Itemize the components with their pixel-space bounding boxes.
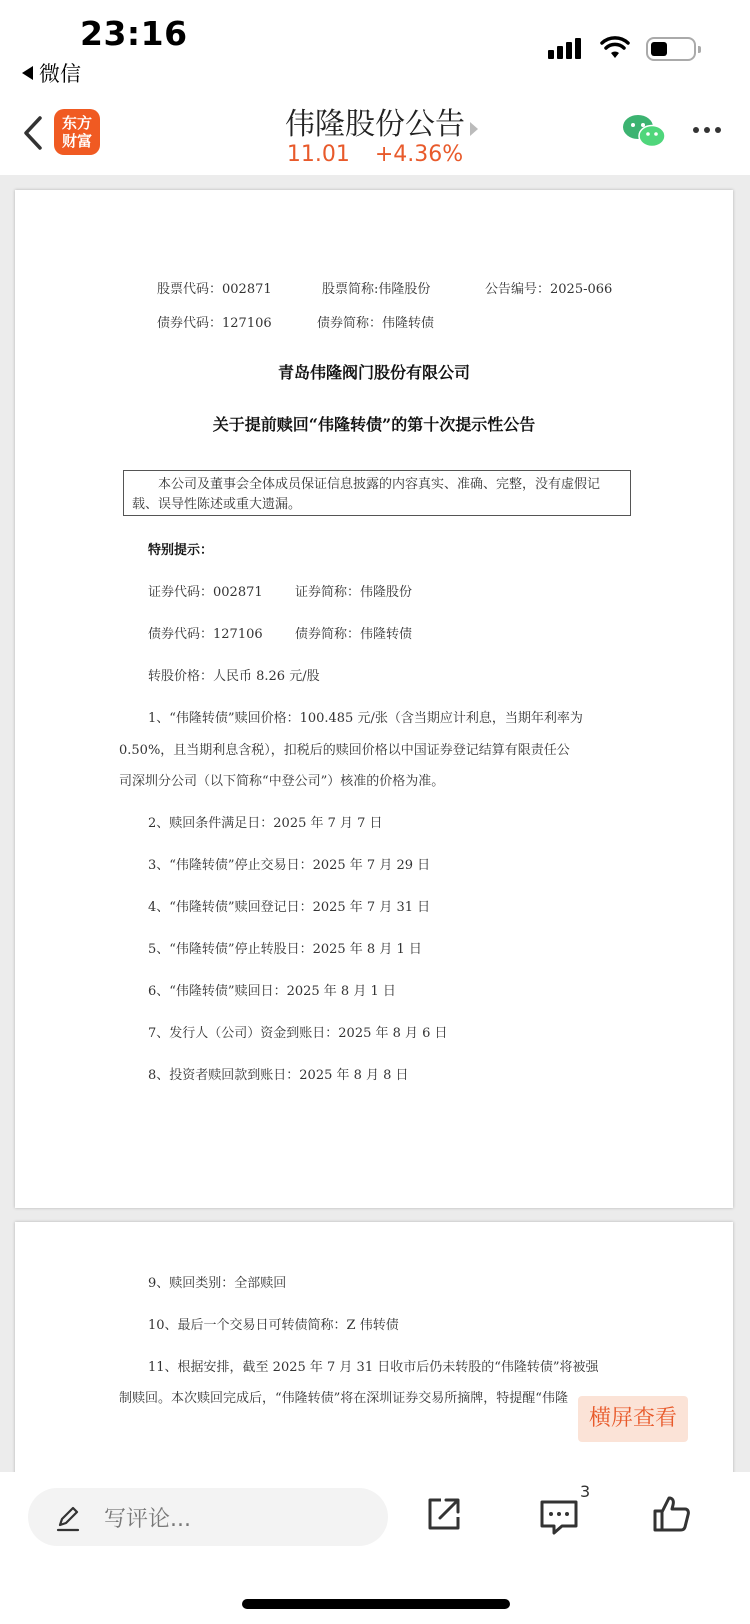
doc-sec-code: 证券代码：002871 (148, 585, 263, 600)
doc-conversion-price: 转股价格：人民币 8.26 元/股 (148, 669, 320, 684)
comment-input[interactable] (28, 1488, 388, 1546)
page-title: 伟隆股份公告 (285, 107, 465, 142)
wechat-share-icon[interactable] (622, 113, 666, 149)
back-app-label: 微信 (39, 62, 81, 86)
doc-bond-code-2: 债券代码：127106 (148, 627, 263, 642)
comment-placeholder: 写评论... (104, 1507, 191, 1532)
doc-item-5: 5、“伟隆转债”停止转股日：2025 年 8 月 1 日 (148, 942, 422, 957)
logo-text-1: 东方 (61, 114, 92, 132)
doc-item-3: 3、“伟隆转债”停止交易日：2025 年 7 月 29 日 (148, 858, 431, 873)
doc-stock-name: 股票简称:伟隆股份 (322, 282, 431, 297)
doc-item-1-line-2: 0.50%，且当期利息含税），扣税后的赎回价格以中国证券登记结算有限责任公 (119, 743, 570, 758)
doc-item-2: 2、赎回条件满足日：2025 年 7 月 7 日 (148, 816, 383, 831)
quote-arrow-icon[interactable] (470, 122, 478, 136)
thumbs-up-icon[interactable] (652, 1494, 692, 1534)
doc-item-1-line-1: 1、“伟隆转债”赎回价格：100.485 元/张（含当期应计利息，当期年利率为 (148, 711, 583, 726)
doc-declaration: 本公司及董事会全体成员保证信息披露的内容真实、准确、完整，没有虚假记载、误导性陈述或重大遗漏。 (123, 470, 631, 516)
cellular-signal-icon (548, 38, 581, 59)
document-page-1 (15, 190, 733, 1208)
battery-icon (646, 37, 696, 61)
doc-bond-name-2: 债券简称：伟隆转债 (295, 627, 413, 642)
doc-item-11-line-2: 制赎回。本次赎回完成后，“伟隆转债”将在深圳证券交易所摘牌，特提醒“伟隆 (119, 1391, 568, 1406)
back-triangle-icon (22, 66, 33, 80)
doc-item-7: 7、发行人（公司）资金到账日：2025 年 8 月 6 日 (148, 1026, 448, 1041)
doc-item-9: 9、赎回类别：全部赎回 (148, 1276, 287, 1291)
wifi-icon (600, 36, 630, 60)
doc-item-11-line-1: 11、根据安排，截至 2025 年 7 月 31 日收市后仍未转股的“伟隆转债”将被强 (148, 1360, 599, 1375)
comment-count: 3 (580, 1482, 591, 1501)
share-icon[interactable] (424, 1494, 464, 1534)
nav-header (0, 95, 750, 175)
doc-title: 关于提前赎回“伟隆转债”的第十次提示性公告 (212, 415, 536, 434)
back-to-wechat[interactable] (22, 58, 81, 88)
doc-bond-name: 债券简称：伟隆转债 (317, 316, 435, 331)
comments-icon[interactable] (538, 1496, 580, 1536)
doc-bond-code: 债券代码：127106 (157, 316, 272, 331)
doc-stock-code: 股票代码：002871 (157, 282, 272, 297)
landscape-view-button[interactable]: 横屏查看 (578, 1396, 688, 1442)
doc-notice-no: 公告编号：2025-066 (485, 282, 613, 297)
pen-icon (54, 1504, 82, 1532)
status-bar (0, 0, 750, 95)
bottom-bar (0, 1472, 750, 1624)
stock-price: 11.01 (286, 142, 350, 167)
doc-item-10: 10、最后一个交易日可转债简称：Z 伟转债 (148, 1318, 399, 1333)
doc-sec-name: 证券简称：伟隆股份 (295, 585, 413, 600)
status-time: 23:16 (80, 14, 188, 53)
logo-text-2: 财富 (61, 132, 92, 150)
doc-item-8: 8、投资者赎回款到账日：2025 年 8 月 8 日 (148, 1068, 409, 1083)
stock-change: +4.36% (374, 142, 464, 167)
doc-item-6: 6、“伟隆转债”赎回日：2025 年 8 月 1 日 (148, 984, 396, 999)
more-options-icon[interactable] (693, 127, 721, 133)
doc-item-4: 4、“伟隆转债”赎回登记日：2025 年 7 月 31 日 (148, 900, 431, 915)
document-page-2 (15, 1222, 733, 1482)
doc-special-heading: 特别提示： (148, 543, 214, 558)
doc-item-1-line-3: 司深圳分公司（以下简称“中登公司”）核准的价格为准。 (119, 774, 445, 789)
home-indicator (242, 1599, 510, 1609)
doc-company: 青岛伟隆阀门股份有限公司 (277, 363, 470, 382)
